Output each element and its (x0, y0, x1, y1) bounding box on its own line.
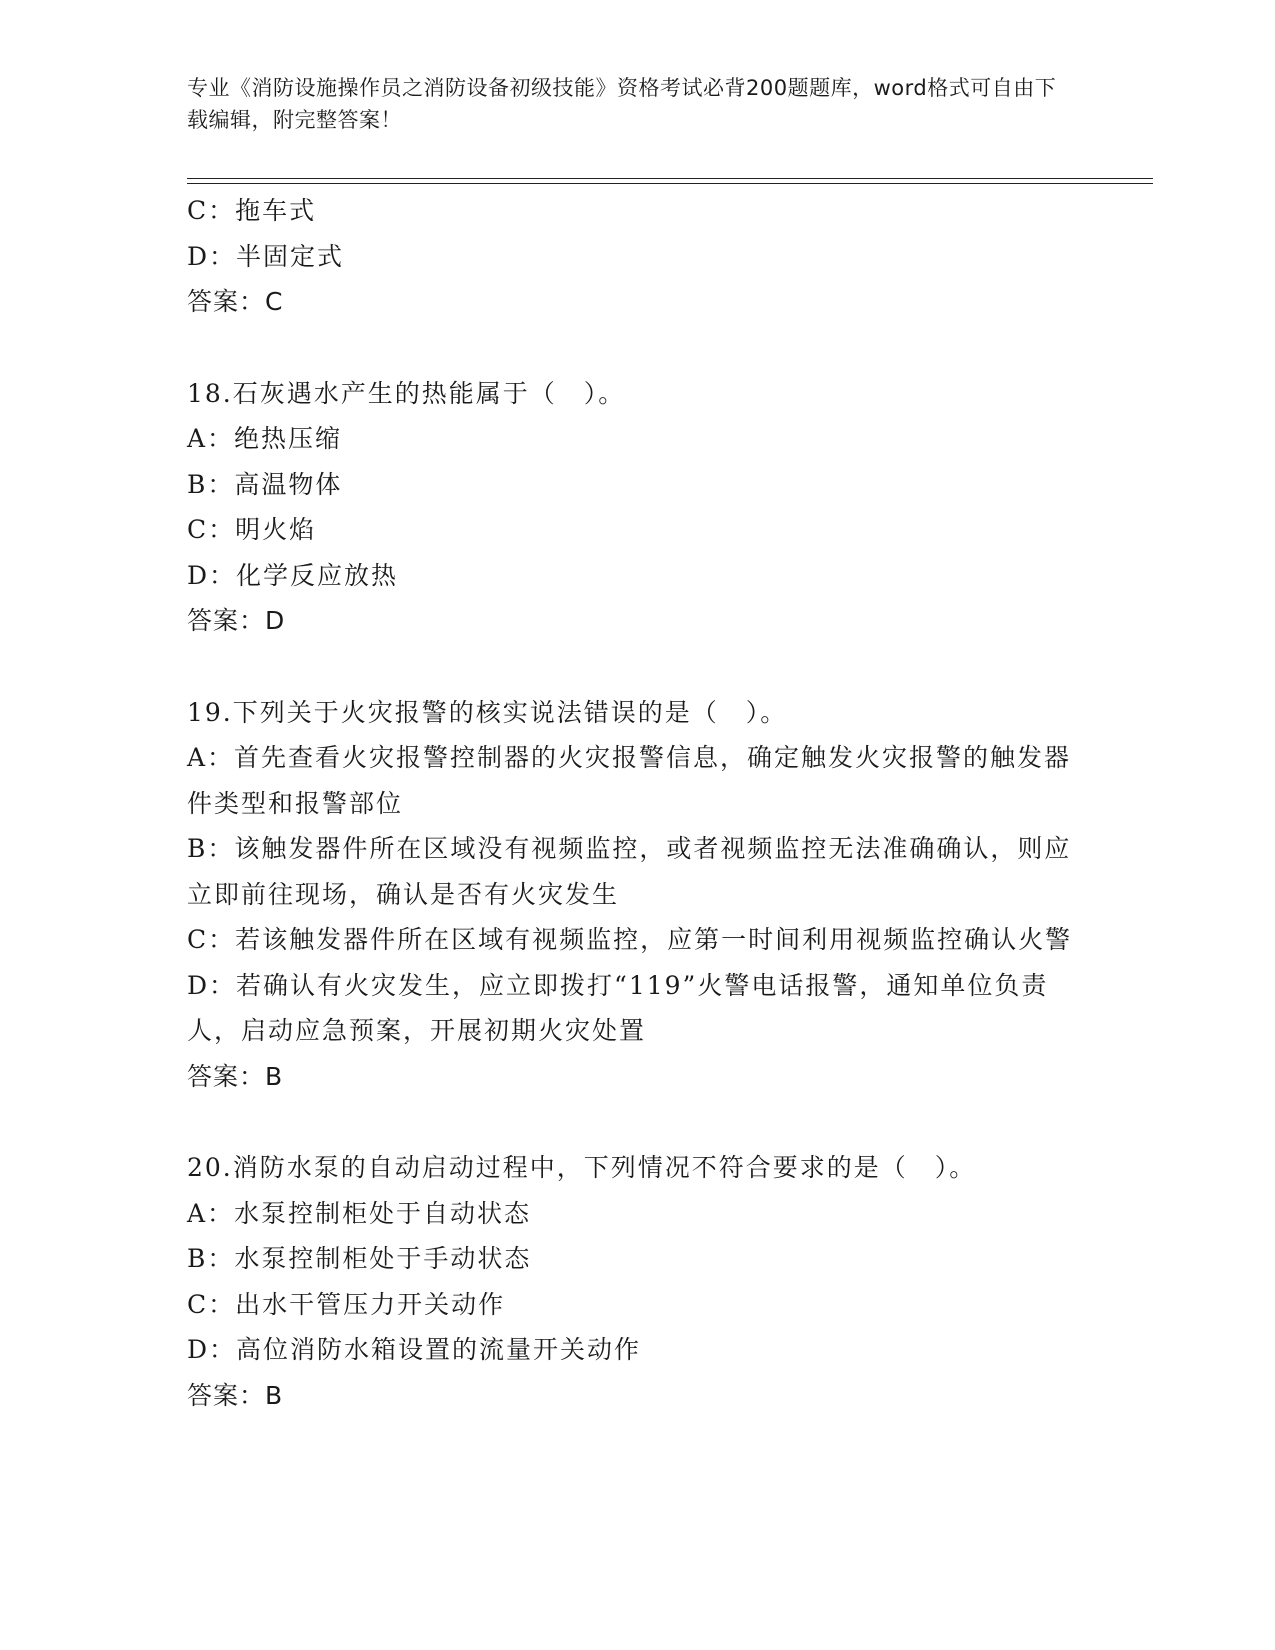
option-b: B：该触发器件所在区域没有视频监控，或者视频监控无法准确确认，则应立即前往现场，确认是否有火灾发生 (187, 834, 1072, 909)
header-divider-bottom (187, 183, 1153, 184)
question-18 (187, 371, 1087, 644)
document-title: 专业《消防设施操作员之消防设备初级技能》资格考试必背200题题库，word格式可自由下载编辑，附完整答案！ (187, 76, 1057, 132)
spacer (187, 325, 1087, 371)
option-c: C：拖车式 (187, 196, 317, 225)
answer-line: 答案：C (187, 287, 284, 316)
answer-line: 答案：D (187, 606, 286, 635)
option-a: A：水泵控制柜处于自动状态 (187, 1198, 532, 1228)
spacer (187, 644, 1087, 690)
option-d: D：半固定式 (187, 241, 345, 271)
option-c: C：若该触发器件所在区域有视频监控，应第一时间利用视频监控确认火警 (187, 925, 1073, 954)
option-d: D：化学反应放热 (187, 560, 399, 590)
header-divider-top (187, 178, 1153, 179)
spacer (187, 1099, 1087, 1145)
question-19 (187, 690, 1087, 1100)
question-list (187, 188, 1087, 1418)
option-d: D：若确认有火灾发生，应立即拨打“119”火警电话报警，通知单位负责人，启动应急预案，开展初期火灾处置 (187, 970, 1049, 1045)
option-b: B：高温物体 (187, 469, 343, 499)
question-text: 18.石灰遇水产生的热能属于（ ）。 (187, 378, 626, 408)
document-header (187, 72, 1077, 136)
option-a: A：首先查看火灾报警控制器的火灾报警信息，确定触发火灾报警的触发器件类型和报警部位 (187, 743, 1072, 818)
option-b: B：水泵控制柜处于手动状态 (187, 1244, 532, 1273)
answer-line: 答案：B (187, 1061, 284, 1091)
question-17-continued (187, 188, 1087, 325)
option-d: D：高位消防水箱设置的流量开关动作 (187, 1335, 642, 1364)
question-text: 19.下列关于火灾报警的核实说法错误的是（ ）。 (187, 697, 788, 727)
question-20 (187, 1145, 1087, 1418)
option-a: A：绝热压缩 (187, 424, 343, 453)
option-c: C：明火焰 (187, 515, 317, 544)
answer-line: 答案：B (187, 1380, 284, 1410)
option-c: C：出水干管压力开关动作 (187, 1289, 506, 1319)
question-text: 20.消防水泵的自动启动过程中，下列情况不符合要求的是（ ）。 (187, 1153, 977, 1182)
